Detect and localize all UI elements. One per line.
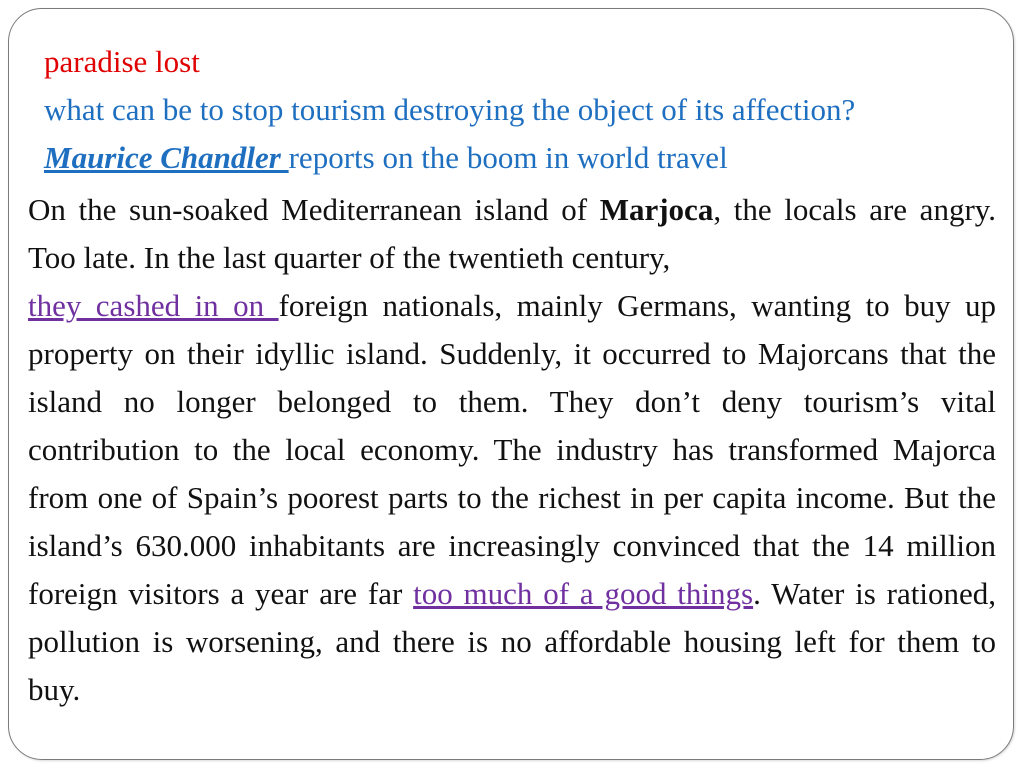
- byline: [44, 140, 728, 176]
- slide-subtitle: what can be to stop tourism destroying the object of its affection?: [44, 92, 856, 127]
- link-too-much-of-a-good-things[interactable]: too much of a good things: [413, 576, 754, 611]
- body-text-2: , the locals are angry. Too late. In the last quarter of the twentieth century,: [28, 192, 997, 275]
- place-name: Marjoca: [599, 192, 714, 227]
- author-name: Maurice Chandler: [44, 140, 289, 175]
- link-cashed-in-on[interactable]: they cashed in on: [28, 288, 279, 323]
- byline-text: reports on the boom in world travel: [288, 140, 728, 175]
- article-body: [28, 186, 996, 714]
- body-text-3: foreign nationals, mainly Germans, wanting to buy up property on their idyllic island. Suddenly, it occurred to Majorcans that the island no longer belonged to them. They don’t deny tourism’s vital contribution to the local economy. The industry has transformed Majorca from one of Spain’s poorest parts to the richest in per capita income. But the island’s 630.000 inhabitants are increasingly convinced that the 14 million foreign visitors a year are far: [28, 288, 997, 611]
- body-text-4: . Water is rationed, pollution is worsening, and there is no affordable housing left for them to buy.: [28, 576, 996, 707]
- body-text-1: On the sun-soaked Mediterranean island of: [28, 192, 600, 227]
- slide-title: paradise lost: [44, 44, 200, 79]
